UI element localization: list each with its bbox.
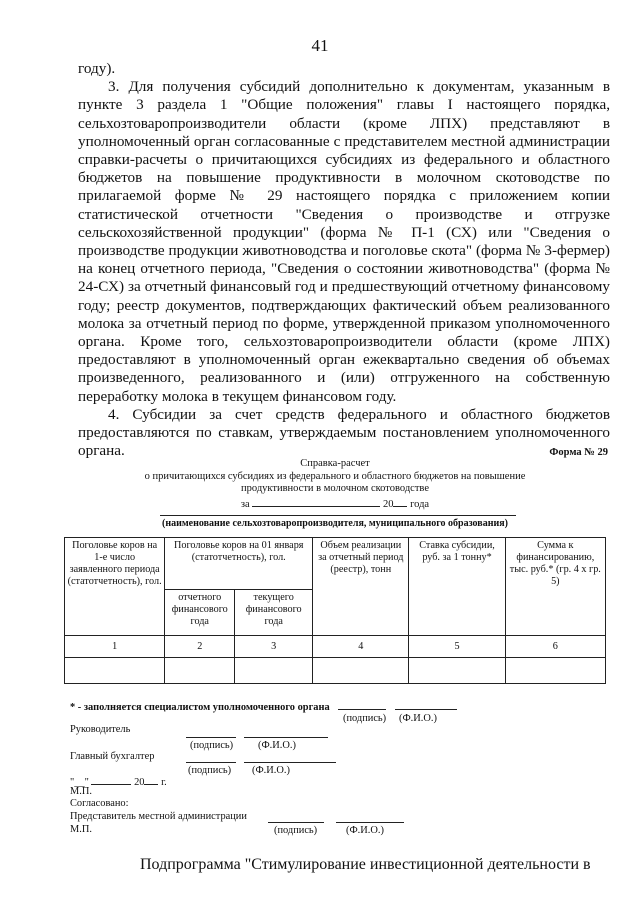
footnote-name-line <box>395 699 457 710</box>
form-title-line3: продуктивности в молочном скотоводстве <box>241 483 429 494</box>
head-fio-caption: (Ф.И.О.) <box>258 740 296 751</box>
accountant-fio-caption: (Ф.И.О.) <box>252 765 290 776</box>
col-header-3: Объем реализации за отчетный период (реестр), тонн <box>313 538 409 636</box>
producer-caption: (наименование сельхозтоваропроизводителя, муниципального образования) <box>162 518 508 529</box>
col-header-5: Сумма к финансированию, тыс. руб.* (гр. 4 х гр. 5) <box>505 538 605 636</box>
col-number: 4 <box>313 636 409 658</box>
admin-fio-caption: (Ф.И.О.) <box>346 825 384 836</box>
footnote-sign-caption: (подпись) <box>343 713 387 724</box>
paragraph-continuation: году). <box>78 60 116 77</box>
period-prefix: за <box>240 498 250 510</box>
admin-rep-label: Представитель местной администрации <box>70 811 247 822</box>
empty-cell <box>235 658 313 684</box>
empty-cell <box>313 658 409 684</box>
empty-cell <box>505 658 605 684</box>
col-header-2a: отчетного финансового года <box>165 590 235 636</box>
paragraph-4: 4. Субсидии за счет средств федерального и областного бюджетов предоставляются по ставкам, утверждаемым постановлением уполномоченного органа. <box>78 405 610 460</box>
form-table <box>64 537 606 684</box>
form-title-line2: о причитающихся субсидиях из федерального и областного бюджетов на повышение <box>144 470 526 482</box>
col-header-2b: текущего финансового года <box>235 590 313 636</box>
empty-cell <box>409 658 505 684</box>
col-number: 1 <box>65 636 165 658</box>
col-number: 6 <box>505 636 605 658</box>
body-text <box>78 60 610 460</box>
date-year-blank <box>144 774 158 785</box>
accountant-name-line <box>244 762 336 763</box>
empty-cell <box>65 658 165 684</box>
head-sign-caption: (подпись) <box>190 740 234 751</box>
admin-sign-caption: (подпись) <box>274 825 318 836</box>
head-name-line <box>244 737 328 738</box>
page-number: 41 <box>311 36 329 55</box>
form-number: Форма № 29 <box>549 447 608 458</box>
stamp-label-2: М.П. <box>70 824 92 835</box>
paragraph-3: 3. Для получения субсидий дополнительно к документам, указанным в пункте 3 раздела 1 "Общие положения" главы I настоящего порядка, сельхозтоваропроизводители области (кроме ЛПХ) представляют в уполномоченный орган согласованные с представителем местной администрации справки-расчеты о причитающихся субсидиях из федерального и областного бюджетов на повышение продуктивности в молочном скотоводстве по прилагаемой форме № 29 настоящего порядка с приложением копии статистической отчетности "Сведения о производстве и отгрузке сельскохозяйственной продукции" (форма № П-1 (СХ) или "Сведения о производстве продукции животноводства и поголовье скота" (форма № 3-фермер) на конец отчетного периода, "Сведения о состоянии животноводства" (форма № 24-СХ) за отчетный финансовый год и предшествующий отчетному финансовому году; реестр документов, подтверждающих фактический объем реализованного молока за отчетный период по форме, утвержденной приказом уполномоченного органа. Кроме того, сельхозтоваропроизводители области (кроме ЛПХ) предоставляют в уполномоченный орган ежеквартально сведения об объемах произведенного, реализованного и (или) отгруженного на собственную переработку молока в текущем финансовом году. <box>78 78 610 405</box>
admin-sign-line <box>268 822 324 823</box>
form-title <box>100 458 570 511</box>
period-year: 20 <box>382 498 394 510</box>
col-header-1: Поголовье коров на 1-е число заявленного периода (статотчетность), гол. <box>65 538 165 636</box>
col-header-2: Поголовье коров на 01 января (статотчетность), гол. <box>165 538 313 590</box>
accountant-sign-line <box>186 762 236 763</box>
form-period <box>100 496 570 512</box>
year-blank <box>393 496 407 507</box>
date-year: 20 <box>134 777 145 788</box>
footnote-sign-line <box>338 699 386 710</box>
period-blank <box>252 496 380 507</box>
agreed-label: Согласовано: <box>70 798 129 809</box>
footnote <box>70 699 457 713</box>
admin-name-line <box>336 822 404 823</box>
head-sign-line <box>186 737 236 738</box>
date-month-blank <box>91 774 131 785</box>
stamp-label: М.П. <box>70 786 92 797</box>
date-suffix: г. <box>161 777 167 788</box>
head-label: Руководитель <box>70 724 131 735</box>
col-header-4: Ставка субсидии, руб. за 1 тонну* <box>409 538 505 636</box>
footnote-fio-caption: (Ф.И.О.) <box>399 713 437 724</box>
col-number: 3 <box>235 636 313 658</box>
footer-text: Подпрограмма "Стимулирование инвестиционной деятельности в <box>140 856 591 873</box>
form-title-line1: Справка-расчет <box>300 458 370 469</box>
producer-line <box>160 515 516 516</box>
accountant-sign-caption: (подпись) <box>188 765 232 776</box>
empty-cell <box>165 658 235 684</box>
footnote-text: * - заполняется специалистом уполномоченного органа <box>70 702 330 713</box>
col-number: 2 <box>165 636 235 658</box>
period-suffix: года <box>410 498 430 510</box>
col-number: 5 <box>409 636 505 658</box>
date-day: "__" <box>70 777 89 788</box>
accountant-label: Главный бухгалтер <box>70 751 155 762</box>
